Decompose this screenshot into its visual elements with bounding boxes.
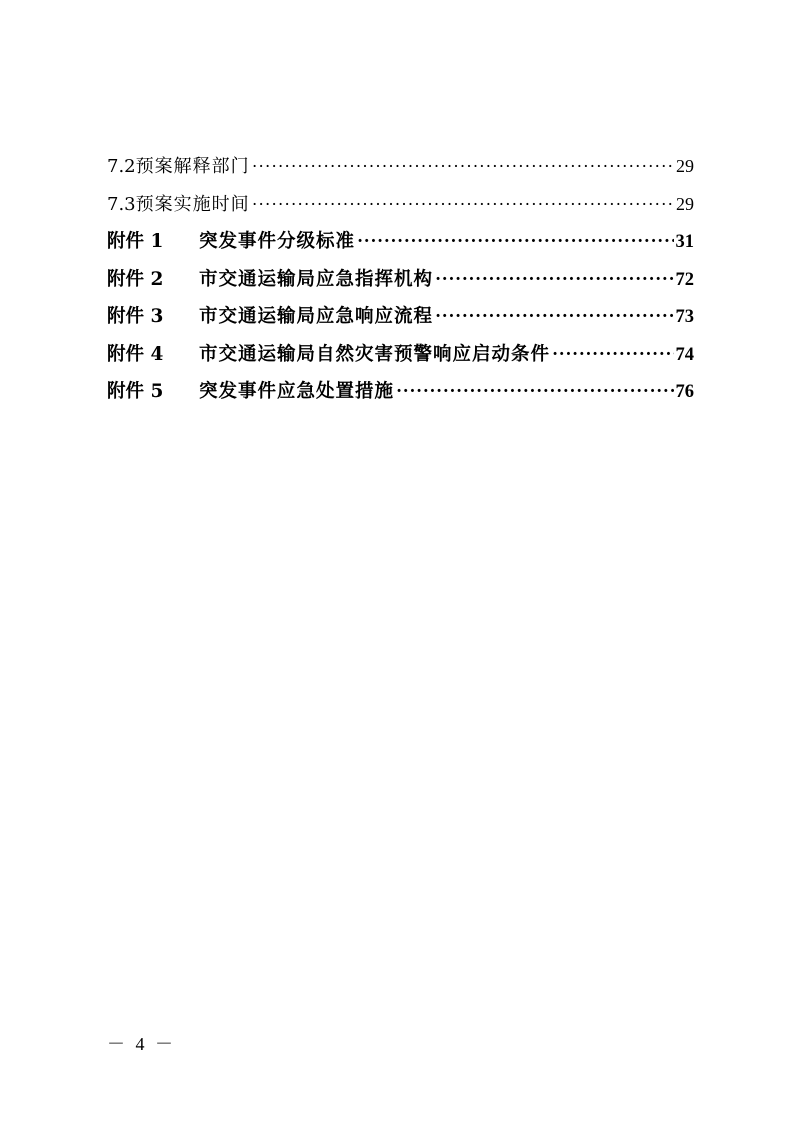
toc-entry-appendix-5[interactable] [107,373,694,411]
toc-entry-7-2[interactable] [107,148,694,186]
toc-entry-7-3[interactable] [107,186,694,224]
toc-entry-appendix-4[interactable] [107,336,694,374]
toc-entry-title: 市交通运输局自然灾害预警响应启动条件 [199,343,551,365]
toc-entry-page: 72 [675,269,694,290]
toc-dot-leader [435,299,673,337]
toc-entry-number: 7.3 [107,193,136,215]
toc-dot-leader [552,337,673,375]
page-number: － 4 － [107,1034,176,1054]
toc-dot-leader [357,224,673,262]
toc-dot-leader [435,262,673,300]
toc-entry-title: 市交通运输局应急指挥机构 [199,268,434,290]
toc-entry-title: 市交通运输局应急响应流程 [199,306,434,327]
toc-entry-page: 73 [675,307,694,327]
toc-entry-title: 突发事件应急处置措施 [199,381,395,402]
toc-entry-page: 29 [676,193,694,214]
toc-entry-number: 附件 3 [107,306,164,327]
toc-entry-appendix-3[interactable] [107,298,694,336]
toc-entry-appendix-2[interactable] [107,261,694,299]
toc-entry-page: 74 [675,344,694,365]
toc-entry-title: 预案实施时间 [135,193,250,215]
toc-dot-leader [396,374,673,412]
toc-entry-number: 7.2 [107,156,136,177]
toc-dot-leader [252,148,674,186]
toc-entry-page: 76 [675,382,694,402]
toc-entry-number: 附件 4 [107,343,164,365]
toc-entry-appendix-1[interactable] [107,223,694,261]
toc-entry-page: 31 [675,232,694,252]
toc-dot-leader [252,186,674,224]
toc-entry-number: 附件 1 [107,231,164,252]
toc-entry-number: 附件 5 [107,381,164,402]
toc-entry-title: 预案解释部门 [135,156,250,177]
table-of-contents [107,148,694,411]
toc-entry-number: 附件 2 [107,268,164,290]
toc-entry-title: 突发事件分级标准 [199,231,356,252]
toc-entry-page: 29 [676,156,694,176]
